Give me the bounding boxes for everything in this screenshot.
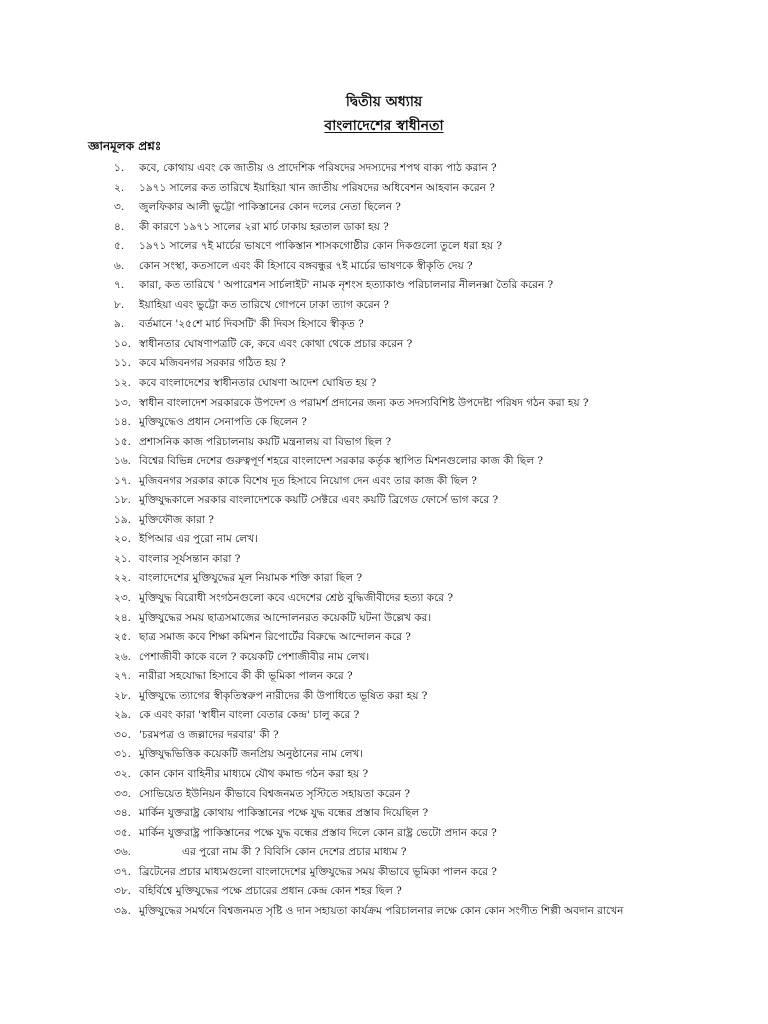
question-number: ১১.	[114, 357, 131, 370]
question-number: ২২.	[114, 572, 131, 585]
question-item	[0, 804, 768, 824]
question-number: ৩৯.	[114, 904, 131, 917]
question-item	[0, 745, 768, 765]
question-item	[0, 609, 768, 629]
question-item	[0, 218, 768, 238]
question-item	[0, 374, 768, 394]
question-number: ৩৫.	[114, 826, 131, 839]
question-number: ১৬.	[114, 455, 131, 468]
question-item	[0, 413, 768, 433]
question-number: ২৪.	[114, 611, 131, 624]
question-number: ১৭.	[114, 474, 131, 487]
question-text: মুজিবনগর সরকার কাকে বিশেষ দূত হিসাবে নিয়োগ দেন এবং তার কাজ কী ছিল ?	[139, 474, 477, 487]
question-text: বাংলার সূর্যসন্তান কারা ?	[139, 552, 241, 565]
question-item	[0, 569, 768, 589]
question-text: স্বাধীন বাংলাদেশ সরকারকে উপদেশ ও পরামর্শ প্রদানের জন্য কত সদস্যবিশিষ্ট উপদেষ্টা পরিষদ গঠন করা হয় ?	[139, 396, 589, 409]
question-text: ১৯৭১ সালের ৭ই মার্চের ভাষণে পাকিস্তান শাসকগোষ্ঠীর কোন দিকগুলো তুলে ধরা হয় ?	[139, 240, 503, 253]
question-text: স্বাধীনতার ঘোষণাপত্রটি কে, কবে এবং কোথা থেকে প্রচার করেন ?	[139, 337, 413, 350]
question-number: ৫.	[114, 240, 125, 253]
chapter-subtitle: বাংলাদেশের স্বাধীনতা	[324, 118, 444, 134]
question-text: মুক্তিযুদ্ধকালে সরকার বাংলাদেশকে কয়টি সেক্টরে এবং কয়টি ব্রিগেড ফোর্সে ভাগ করে ?	[139, 494, 499, 507]
question-item	[0, 159, 768, 179]
question-number: ১৩.	[114, 396, 131, 409]
question-number: ৭.	[114, 279, 125, 292]
question-item	[0, 550, 768, 570]
question-item	[0, 726, 768, 746]
question-number: ৩৩.	[114, 787, 131, 800]
question-number: ১০.	[114, 337, 131, 350]
question-number: ২.	[114, 181, 125, 194]
question-number: ৯.	[114, 318, 125, 331]
section-heading: জ্ঞানমূলক প্রশ্নঃ	[88, 139, 162, 153]
question-number: ১৯.	[114, 513, 131, 526]
question-item	[0, 902, 768, 922]
question-item	[0, 530, 768, 550]
question-text: কী কারণে ১৯৭১ সালের ২রা মার্চ ঢাকায় হরতাল ডাকা হয় ?	[139, 220, 389, 233]
question-text: এর পুরো নাম কী ? বিবিসি কোন দেশের প্রচার মাধ্যম ?	[182, 846, 407, 859]
question-text: মার্কিন যুক্তরাষ্ট্র পাকিস্তানের পক্ষে যুদ্ধ বন্ধের প্রস্তাব দিলে কোন রাষ্ট্র ভেটো প্রদান করে ?	[139, 826, 497, 839]
question-text: মুক্তিযুদ্ধভিত্তিক কয়েকটি জনপ্রিয় অনুষ্ঠানের নাম লেখ।	[139, 748, 364, 761]
question-text: সোভিয়েত ইউনিয়ন কীভাবে বিশ্বজনমত সৃস্টিতে সহায়তা করেন ?	[139, 787, 410, 800]
question-text: কোন সংস্থা, কতসালে এবং কী হিসাবে বঙ্গবন্ধুর ৭ই মার্চের ভাষণকে স্বীকৃতি দেয় ?	[139, 259, 473, 272]
question-item	[0, 706, 768, 726]
question-text: ছাত্র সমাজ কবে শিক্ষা কমিশন রিপোর্টের বিরুদ্ধে আন্দোলন করে ?	[139, 631, 411, 644]
question-text: ১৯৭১ সালের কত তারিখে ইয়াহিয়া খান জাতীয় পরিষদের অধিবেশন আহবান করেন ?	[139, 181, 495, 194]
question-item	[0, 257, 768, 277]
question-item	[0, 315, 768, 335]
question-number: ২৩.	[114, 592, 131, 605]
question-number: ২৯.	[114, 709, 131, 722]
question-number: ২১.	[114, 552, 131, 565]
question-text: মুক্তিযুদ্ধের সমর্থনে বিশ্বজনমত সৃষ্টি ও দান সহায়তা কার্যক্রম পরিচালনার লক্ষে কোন কোন সংগীত শিল্পী অবদান রাখেন	[139, 904, 624, 917]
question-number: ১.	[114, 162, 125, 174]
question-item	[0, 863, 768, 883]
question-text: প্রশাসনিক কাজ পরিচালনায় কয়টি মন্ত্রনালয় বা বিভাগ ছিল ?	[139, 435, 392, 448]
question-text: মুক্তিযুদ্ধ বিরোধী সংগঠনগুলো কবে এদেশের শ্রেষ্ঠ বুদ্ধিজীবীদের হত্যা করে ?	[139, 592, 454, 605]
question-number: ১৫.	[114, 435, 131, 448]
question-text: কবে, কোথায় এবং কে জাতীয় ও প্রাদেশিক পরিষদের সদস্যদের শপথ বাক্য পাঠ করান ?	[139, 162, 497, 174]
question-text: মুক্তিযুদ্ধে ত্যাগের স্বীকৃতিস্বরুপ নারীদের কী উপাধিতে ভূষিত করা হয় ?	[139, 689, 428, 702]
question-number: ১৪.	[114, 416, 131, 429]
question-number: ২৫.	[114, 631, 131, 644]
question-item	[0, 648, 768, 668]
question-text: বর্তমানে '২৫শে মার্চ দিবসটি' কী দিবস হিসাবে স্বীকৃত ?	[139, 318, 364, 331]
question-item	[0, 394, 768, 414]
question-number: ৩.	[114, 201, 125, 214]
question-text: ব্রিটেনের প্রচার মাধ্যমগুলো বাংলাদেশের মুক্তিযুদ্ধের সময় কীভাবে ভূমিকা পালন করে ?	[139, 865, 497, 878]
question-item	[0, 354, 768, 374]
question-item	[0, 452, 768, 472]
question-number: ৩১.	[114, 748, 131, 761]
question-text: বহির্বিশ্বে মুক্তিযুদ্ধের পক্ষে প্রচারের প্রধান কেন্দ্র কোন শহর ছিল ?	[139, 885, 402, 898]
question-number: ৬.	[114, 259, 125, 272]
question-number: ২৬.	[114, 650, 131, 663]
question-text: মুক্তিযুদ্ধের সময় ছাত্রসমাজের আন্দোলনরত কয়েকটি ঘটনা উল্লেখ কর।	[139, 611, 432, 624]
question-text: মুক্তিফৌজ কারা ?	[139, 513, 214, 526]
question-item	[0, 882, 768, 902]
question-number: ২০.	[114, 533, 131, 546]
question-text: পেশাজীবী কাকে বলে ? কয়েকটি পেশাজীবীর নাম লেখ।	[139, 650, 370, 663]
question-item	[0, 198, 768, 218]
question-item	[0, 687, 768, 707]
question-number: ৩২.	[114, 767, 131, 780]
question-text: কে এবং কারা 'স্বাধীন বাংলা বেতার কেন্দ্র' চালু করে ?	[139, 709, 360, 722]
question-number: ৪.	[114, 220, 125, 233]
question-item	[0, 667, 768, 687]
question-item	[0, 335, 768, 355]
question-item	[0, 589, 768, 609]
question-number: ৩৭.	[114, 865, 131, 878]
question-number: ১৮.	[114, 494, 131, 507]
question-number: ৩৮.	[114, 885, 131, 898]
question-item	[0, 491, 768, 511]
question-number: ৩৪.	[114, 807, 131, 820]
question-item	[0, 472, 768, 492]
question-number: ৮.	[114, 298, 125, 311]
question-text: কবে বাংলাদেশের স্বাধীনতার ঘোষণা আদেশ ঘোষিত হয় ?	[139, 377, 377, 390]
question-list	[0, 159, 768, 921]
question-text: জুলফিকার আলী ভুট্টো পাকিস্তানের কোন দলের নেতা ছিলেন ?	[139, 201, 401, 214]
question-number: ২৭.	[114, 670, 131, 683]
question-number: ৩০.	[114, 728, 131, 741]
question-text: ইপিআর এর পুরো নাম লেখ।	[139, 533, 258, 546]
question-text: কোন কোন বাহিনীর মাধ্যমে যৌথ কমান্ড গঠন করা হয় ?	[139, 767, 369, 780]
question-item	[0, 276, 768, 296]
question-item	[0, 433, 768, 453]
question-item	[0, 843, 768, 863]
question-text: মুক্তিযুদ্ধেও প্রধান সেনাপতি কে ছিলেন ?	[139, 416, 307, 429]
question-item	[0, 237, 768, 257]
question-text: মার্কিন যুক্তরাষ্ট্র কোথায় পাকিস্তানের পক্ষে যুদ্ধ বন্ধের প্রস্তাব দিয়েছিল ?	[139, 807, 429, 820]
question-text: কারা, কত তারিখে ' অপারেশন সার্চলাইট' নামক নৃশংস হত্যাকাণ্ড পরিচালনার নীলনক্সা তৈরি করেন ?	[139, 279, 554, 292]
question-number: ১২.	[114, 377, 131, 390]
question-text: নারীরা সহযোদ্ধা হিসাবে কী কী ভূমিকা পালন করে ?	[139, 670, 353, 683]
chapter-title: দ্বিতীয় অধ্যায়	[345, 94, 423, 110]
question-item	[0, 628, 768, 648]
question-text: ইয়াহিয়া এবং ভুট্টো কত তারিখে গোপনে ঢাকা ত্যাগ করেন ?	[139, 298, 389, 311]
question-number: ৩৬.	[114, 846, 131, 859]
question-item	[0, 824, 768, 844]
question-item	[0, 785, 768, 805]
question-text: বিশ্বের বিভিন্ন দেশের গুরুত্বপূর্ণ শহরে বাংলাদেশ সরকার কর্তৃক স্থাপিত মিশনগুলোর কাজ কী ছিল ?	[139, 455, 544, 468]
question-item	[0, 296, 768, 316]
question-item	[0, 765, 768, 785]
question-text: কবে মজিবনগর সরকার গঠিত হয় ?	[139, 357, 286, 370]
question-text: বাংলাদেশের মুক্তিযুদ্ধের মূল নিয়ামক শক্তি কারা ছিল ?	[139, 572, 363, 585]
question-number: ২৮.	[114, 689, 131, 702]
question-item	[0, 179, 768, 199]
question-text: 'চরমপত্র ও জল্লাদের দরবার' কী ?	[139, 728, 279, 741]
question-item	[0, 511, 768, 531]
